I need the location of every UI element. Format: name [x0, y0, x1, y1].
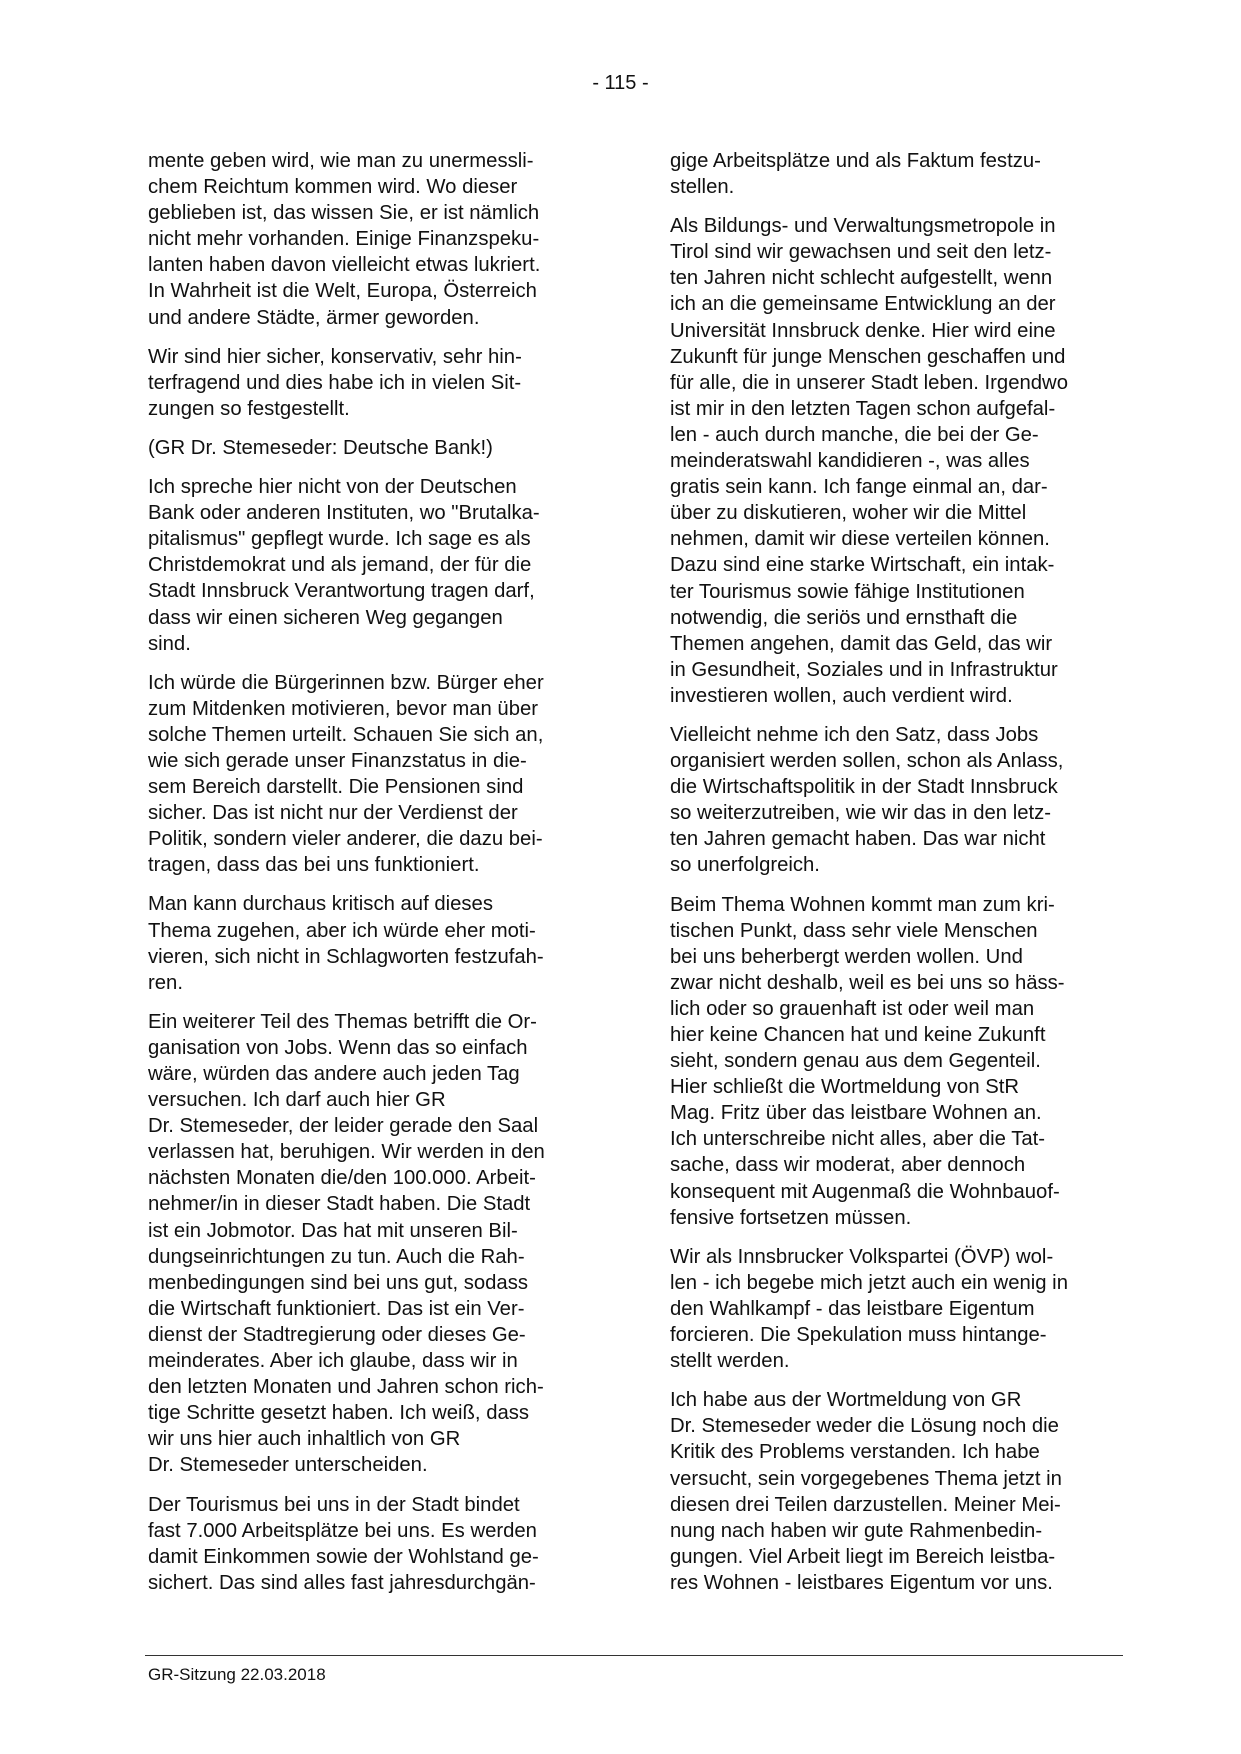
paragraph: Vielleicht nehme ich den Satz, dass Jobs organisiert werden sollen, schon als Anlass, die Wirtschaftspolitik in der Stadt Innsbruck so weiterzutreiben, wie wir das in den letz- ten Jahren gemacht haben. Das war nicht so unerfolgreich. — [670, 723, 1064, 877]
footer-session-date: GR-Sitzung 22.03.2018 — [148, 1665, 326, 1684]
paragraph: Ich würde die Bürgerinnen bzw. Bürger eher zum Mitdenken motivieren, bevor man über solche Themen urteilt. Schauen Sie sich an, wie sich gerade unser Finanzstatus in die- sem Bereich darstellt. Die Pensionen sind sicher. Das ist nicht nur der Verdienst der Politik, sondern vieler anderer, die dazu bei- tragen, dass das bei uns funktioniert. — [148, 671, 544, 877]
paragraph: Man kann durchaus kritisch auf dieses Thema zugehen, aber ich würde eher moti- vieren, sich nicht in Schlagworten festzufah- ren. — [148, 893, 544, 994]
left-column — [148, 148, 596, 1609]
footer-divider — [145, 1655, 1123, 1656]
paragraph: Als Bildungs- und Verwaltungsmetropole in Tirol sind wir gewachsen und seit den letz- ten Jahren nicht schlecht aufgestellt, wenn ich an die gemeinsame Entwicklung an der Universität Innsbruck denke. Hier wird eine Zukunft für junge Menschen geschaffen und für alle, die in unserer Stadt leben. Irgendwo ist mir in den letzten Tagen schon aufgefal- len - auch durch manche, die bei der Ge- meinderatswahl kandidieren -, was alles gratis sein kann. Ich fange einmal an, dar- über zu diskutieren, woher wir die Mittel nehmen, damit wir diese verteilen können. Dazu sind eine starke Wirtschaft, ein intak- ter Tourismus sowie fähige Institutionen notwendig, die seriös und ernsthaft die Themen angehen, damit das Geld, das wir in Gesundheit, Soziales und in Infrastruktur investieren wollen, auch verdient wird. — [670, 215, 1068, 707]
paragraph: (GR Dr. Stemeseder: Deutsche Bank!) — [148, 436, 493, 459]
right-column — [670, 148, 1118, 1609]
paragraph: Ein weiterer Teil des Themas betrifft die Or- ganisation von Jobs. Wenn das so einfach wäre, würden das andere auch jeden Tag versuchen. Ich darf auch hier GR Dr. Stemeseder, der leider gerade den Saal verlassen hat, beruhigen. Wir werden in den nächsten Monaten die/den 100.000. Arbeit- nehmer/in in dieser Stadt haben. Die Stadt ist ein Jobmotor. Das hat mit unseren Bil- dungseinrichtungen zu tun. Auch die Rah- menbedingungen sind bei uns gut, sodass die Wirtschaft funktioniert. Das ist ein Ver- dienst der Stadtregierung oder dieses Ge- meinderates. Aber ich glaube, dass wir in den letzten Monaten und Jahren schon rich- tige Schritte gesetzt haben. Ich weiß, dass wir uns hier auch inhaltlich von GR Dr. Stemeseder unterscheiden. — [148, 1010, 545, 1477]
paragraph: Wir als Innsbrucker Volkspartei (ÖVP) wol- len - ich begebe mich jetzt auch ein wenig in den Wahlkampf - das leistbare Eigentum forcieren. Die Spekulation muss hintange- stellt werden. — [670, 1245, 1068, 1373]
page-number: - 115 - — [592, 72, 649, 94]
paragraph: mente geben wird, wie man zu unermessli- chem Reichtum kommen wird. Wo dieser geblieben ist, das wissen Sie, er ist nämlich nicht mehr vorhanden. Einige Finanzspeku- lanten haben davon vielleicht etwas lukriert. In Wahrheit ist die Welt, Europa, Österreich und andere Städte, ärmer geworden. — [148, 150, 541, 329]
paragraph: Beim Thema Wohnen kommt man zum kri- tischen Punkt, dass sehr viele Menschen bei uns beherbergt werden wollen. Und zwar nicht deshalb, weil es bei uns so häss- lich oder so grauenhaft ist oder weil man hier keine Chancen hat und keine Zukunft sieht, sondern genau aus dem Gegenteil. Hier schließt die Wortmeldung von StR Mag. Fritz über das leistbare Wohnen an. Ich unterschreibe nicht alles, aber die Tat- sache, dass wir moderat, aber dennoch konsequent mit Augenmaß die Wohnbauof- fensive fortsetzen müssen. — [670, 893, 1065, 1229]
paragraph: Ich spreche hier nicht von der Deutschen Bank oder anderen Instituten, wo "Brutalka- pitalismus" gepflegt wurde. Ich sage es als Christdemokrat und als jemand, der für die Stadt Innsbruck Verantwortung tragen darf, dass wir einen sicheren Weg gegangen sind. — [148, 476, 540, 655]
paragraph: Ich habe aus der Wortmeldung von GR Dr. Stemeseder weder die Lösung noch die Kritik des Problems verstanden. Ich habe versucht, sein vorgegebenes Thema jetzt in diesen drei Teilen darzustellen. Meiner Mei- nung nach haben wir gute Rahmenbedin- gungen. Viel Arbeit liegt im Bereich leistba- res Wohnen - leistbares Eigentum vor uns. — [670, 1389, 1062, 1594]
paragraph: gige Arbeitsplätze und als Faktum festzu- stellen. — [670, 150, 1041, 199]
paragraph: Der Tourismus bei uns in der Stadt bindet fast 7.000 Arbeitsplätze bei uns. Es werden damit Einkommen sowie der Wohlstand ge- sichert. Das sind alles fast jahresdurchgän- — [148, 1493, 539, 1594]
paragraph: Wir sind hier sicher, konservativ, sehr hin- terfragend und dies habe ich in vielen Sit- zungen so festgestellt. — [148, 345, 522, 420]
